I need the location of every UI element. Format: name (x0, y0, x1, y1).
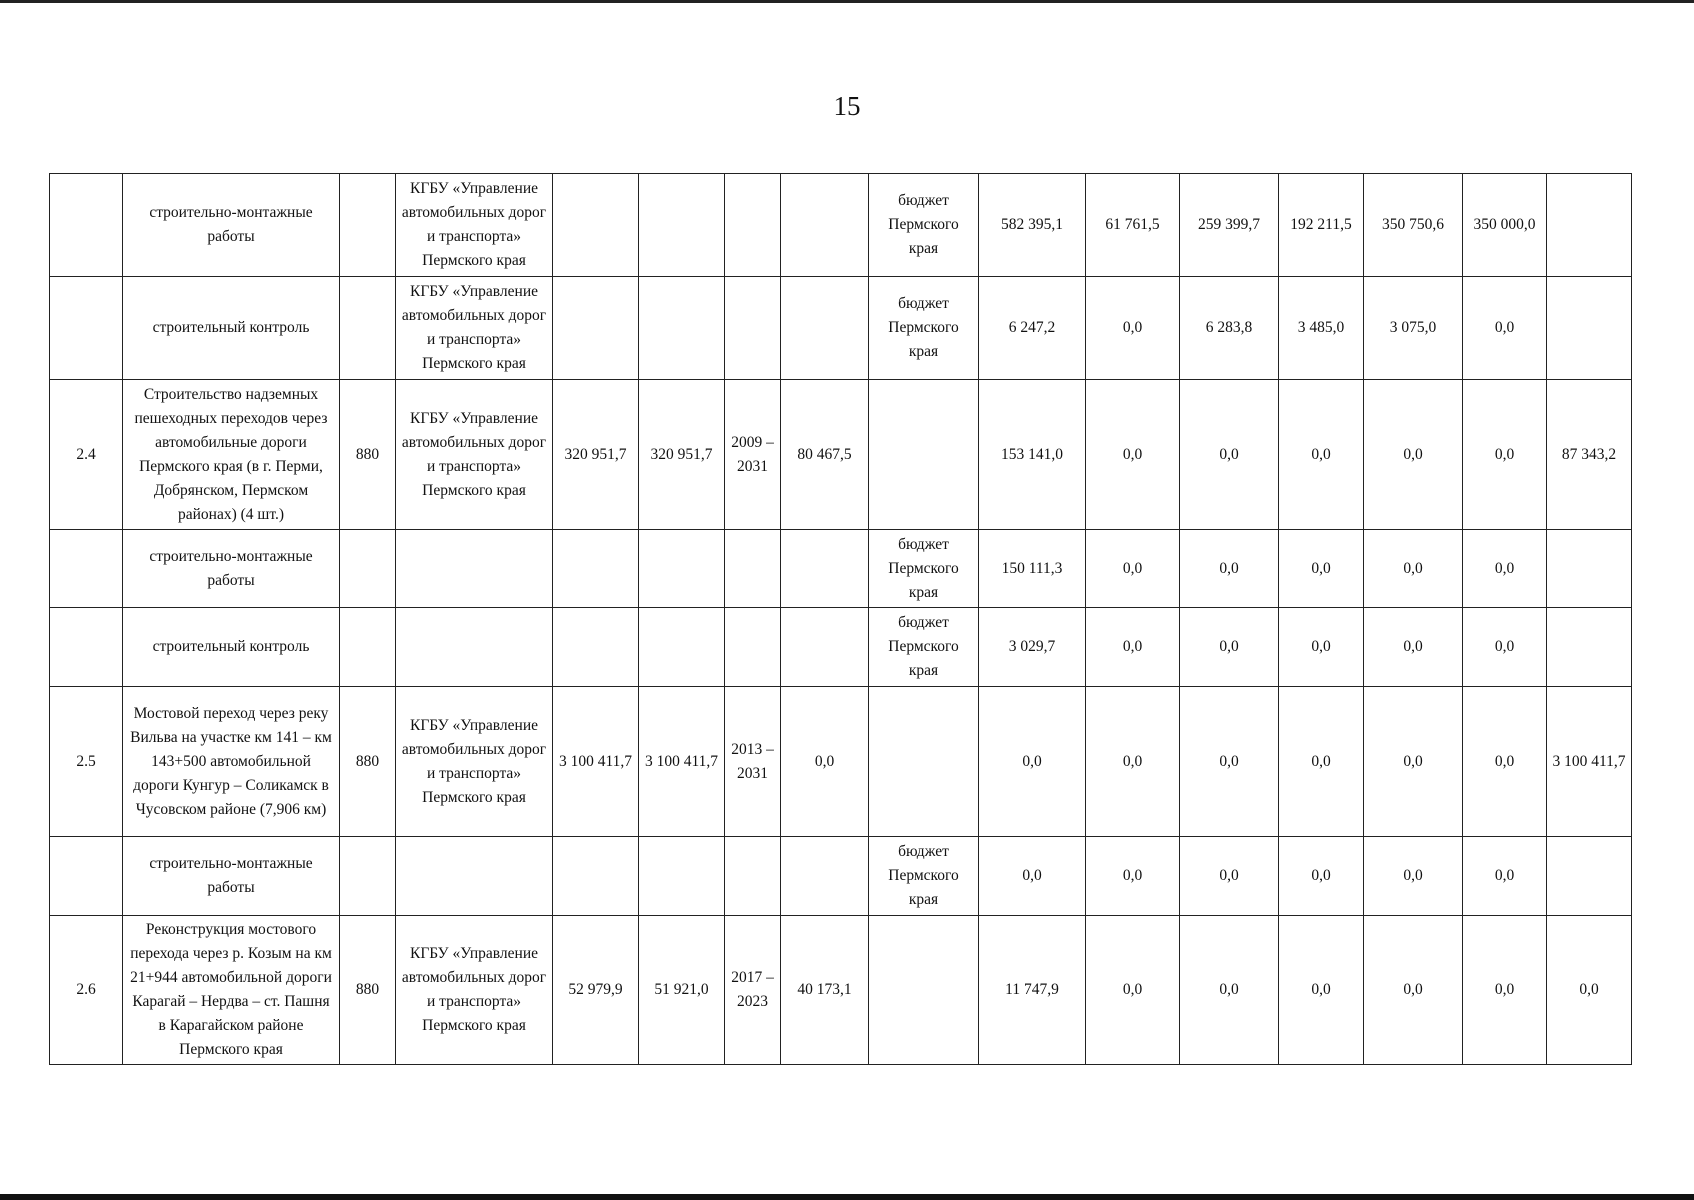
table-row (50, 277, 1632, 380)
table-row (50, 687, 1632, 837)
cell-period: 2017 – 2023 (725, 916, 781, 1065)
cell-value-3: 0,0 (1180, 837, 1279, 916)
cell-value-3: 0,0 (1180, 608, 1279, 687)
cell-code (340, 837, 396, 916)
budget-table (49, 173, 1632, 1065)
cell-period (725, 277, 781, 380)
cell-value-2: 0,0 (1086, 608, 1180, 687)
cell-name: строительно-монтажные работы (123, 530, 340, 608)
cell-period (725, 608, 781, 687)
cell-cost-2 (639, 837, 725, 916)
cell-cost-2: 3 100 411,7 (639, 687, 725, 837)
cell-value-5: 350 750,6 (1364, 174, 1463, 277)
cell-value-4: 0,0 (1279, 916, 1364, 1065)
cell-period (725, 837, 781, 916)
table-row (50, 174, 1632, 277)
cell-name: строительно-монтажные работы (123, 837, 340, 916)
cell-value-1: 0,0 (979, 687, 1086, 837)
cell-value-1: 11 747,9 (979, 916, 1086, 1065)
cell-cost-total (553, 608, 639, 687)
cell-value-7: 3 100 411,7 (1547, 687, 1632, 837)
cell-value-4: 0,0 (1279, 608, 1364, 687)
cell-value-5: 0,0 (1364, 916, 1463, 1065)
cell-num (50, 837, 123, 916)
cell-code (340, 530, 396, 608)
cell-value-4: 0,0 (1279, 837, 1364, 916)
cell-value-7 (1547, 837, 1632, 916)
cell-value-7 (1547, 174, 1632, 277)
cell-num: 2.5 (50, 687, 123, 837)
cell-prior (781, 837, 869, 916)
table-row (50, 916, 1632, 1065)
cell-cost-total (553, 837, 639, 916)
cell-value-6: 0,0 (1463, 530, 1547, 608)
cell-value-2: 0,0 (1086, 916, 1180, 1065)
cell-value-4: 3 485,0 (1279, 277, 1364, 380)
cell-cost-total: 3 100 411,7 (553, 687, 639, 837)
cell-value-6: 0,0 (1463, 608, 1547, 687)
cell-value-7 (1547, 530, 1632, 608)
cell-period: 2013 – 2031 (725, 687, 781, 837)
cell-num: 2.4 (50, 380, 123, 530)
cell-value-6: 0,0 (1463, 277, 1547, 380)
cell-value-4: 192 211,5 (1279, 174, 1364, 277)
cell-value-7: 0,0 (1547, 916, 1632, 1065)
cell-code: 880 (340, 687, 396, 837)
cell-value-5: 0,0 (1364, 608, 1463, 687)
cell-value-2: 61 761,5 (1086, 174, 1180, 277)
cell-value-4: 0,0 (1279, 380, 1364, 530)
table-row (50, 608, 1632, 687)
cell-value-3: 0,0 (1180, 380, 1279, 530)
cell-code (340, 174, 396, 277)
table-row (50, 380, 1632, 530)
cell-name: строительно-монтажные работы (123, 174, 340, 277)
cell-value-3: 6 283,8 (1180, 277, 1279, 380)
cell-value-1: 153 141,0 (979, 380, 1086, 530)
cell-cost-2 (639, 530, 725, 608)
page-number: 15 (833, 91, 861, 121)
cell-source (869, 380, 979, 530)
cell-num (50, 277, 123, 380)
cell-code (340, 608, 396, 687)
cell-cost-total (553, 277, 639, 380)
cell-name: строительный контроль (123, 277, 340, 380)
cell-value-2: 0,0 (1086, 277, 1180, 380)
cell-name: строительный контроль (123, 608, 340, 687)
cell-code: 880 (340, 380, 396, 530)
cell-value-5: 3 075,0 (1364, 277, 1463, 380)
cell-value-4: 0,0 (1279, 530, 1364, 608)
cell-value-6: 0,0 (1463, 837, 1547, 916)
cell-source: бюджет Пермского края (869, 608, 979, 687)
cell-value-1: 582 395,1 (979, 174, 1086, 277)
cell-value-1: 0,0 (979, 837, 1086, 916)
cell-value-1: 6 247,2 (979, 277, 1086, 380)
scan-edge-bottom (0, 1194, 1694, 1200)
cell-cost-total (553, 530, 639, 608)
cell-prior: 40 173,1 (781, 916, 869, 1065)
table-row (50, 530, 1632, 608)
cell-prior (781, 277, 869, 380)
cell-name: Реконструкция мостового перехода через р. Козым на км 21+944 автомобильной дороги Карагай – Нердва – ст. Пашня в Карагайском районе Пермского края (123, 916, 340, 1065)
cell-period (725, 174, 781, 277)
cell-value-6: 350 000,0 (1463, 174, 1547, 277)
cell-source (869, 916, 979, 1065)
cell-value-3: 0,0 (1180, 916, 1279, 1065)
cell-num: 2.6 (50, 916, 123, 1065)
cell-cost-total (553, 174, 639, 277)
cell-executor: КГБУ «Управление автомобильных дорог и транспорта» Пермского края (396, 277, 553, 380)
cell-num (50, 530, 123, 608)
cell-value-6: 0,0 (1463, 380, 1547, 530)
cell-code: 880 (340, 916, 396, 1065)
cell-cost-2 (639, 608, 725, 687)
cell-cost-2: 51 921,0 (639, 916, 725, 1065)
cell-executor (396, 837, 553, 916)
cell-source: бюджет Пермского края (869, 174, 979, 277)
cell-value-7: 87 343,2 (1547, 380, 1632, 530)
cell-num (50, 174, 123, 277)
cell-source: бюджет Пермского края (869, 837, 979, 916)
cell-period (725, 530, 781, 608)
cell-prior (781, 530, 869, 608)
cell-cost-2 (639, 277, 725, 380)
cell-value-2: 0,0 (1086, 380, 1180, 530)
cell-name: Мостовой переход через реку Вильва на участке км 141 – км 143+500 автомобильной дороги Кунгур – Соликамск в Чусовском районе (7,906 км) (123, 687, 340, 837)
cell-value-3: 0,0 (1180, 530, 1279, 608)
table-row (50, 837, 1632, 916)
cell-code (340, 277, 396, 380)
cell-cost-total: 320 951,7 (553, 380, 639, 530)
cell-executor (396, 530, 553, 608)
cell-value-7 (1547, 608, 1632, 687)
cell-value-2: 0,0 (1086, 837, 1180, 916)
cell-prior: 0,0 (781, 687, 869, 837)
cell-prior (781, 174, 869, 277)
cell-prior (781, 608, 869, 687)
cell-value-3: 259 399,7 (1180, 174, 1279, 277)
cell-name: Строительство надземных пешеходных переходов через автомобильные дороги Пермского края (в г. Перми, Добрянском, Пермском районах) (4 шт.) (123, 380, 340, 530)
scan-edge-top (0, 0, 1694, 3)
cell-value-1: 150 111,3 (979, 530, 1086, 608)
cell-value-7 (1547, 277, 1632, 380)
cell-executor: КГБУ «Управление автомобильных дорог и транспорта» Пермского края (396, 687, 553, 837)
cell-cost-2 (639, 174, 725, 277)
cell-value-5: 0,0 (1364, 837, 1463, 916)
cell-value-5: 0,0 (1364, 530, 1463, 608)
cell-value-5: 0,0 (1364, 687, 1463, 837)
cell-value-4: 0,0 (1279, 687, 1364, 837)
cell-value-1: 3 029,7 (979, 608, 1086, 687)
cell-source (869, 687, 979, 837)
cell-value-5: 0,0 (1364, 380, 1463, 530)
cell-executor (396, 608, 553, 687)
cell-executor: КГБУ «Управление автомобильных дорог и транспорта» Пермского края (396, 174, 553, 277)
cell-source: бюджет Пермского края (869, 530, 979, 608)
cell-cost-2: 320 951,7 (639, 380, 725, 530)
cell-prior: 80 467,5 (781, 380, 869, 530)
cell-source: бюджет Пермского края (869, 277, 979, 380)
cell-value-2: 0,0 (1086, 687, 1180, 837)
cell-value-3: 0,0 (1180, 687, 1279, 837)
cell-value-2: 0,0 (1086, 530, 1180, 608)
cell-num (50, 608, 123, 687)
cell-executor: КГБУ «Управление автомобильных дорог и транспорта» Пермского края (396, 380, 553, 530)
cell-period: 2009 – 2031 (725, 380, 781, 530)
cell-cost-total: 52 979,9 (553, 916, 639, 1065)
cell-value-6: 0,0 (1463, 687, 1547, 837)
cell-executor: КГБУ «Управление автомобильных дорог и транспорта» Пермского края (396, 916, 553, 1065)
cell-value-6: 0,0 (1463, 916, 1547, 1065)
